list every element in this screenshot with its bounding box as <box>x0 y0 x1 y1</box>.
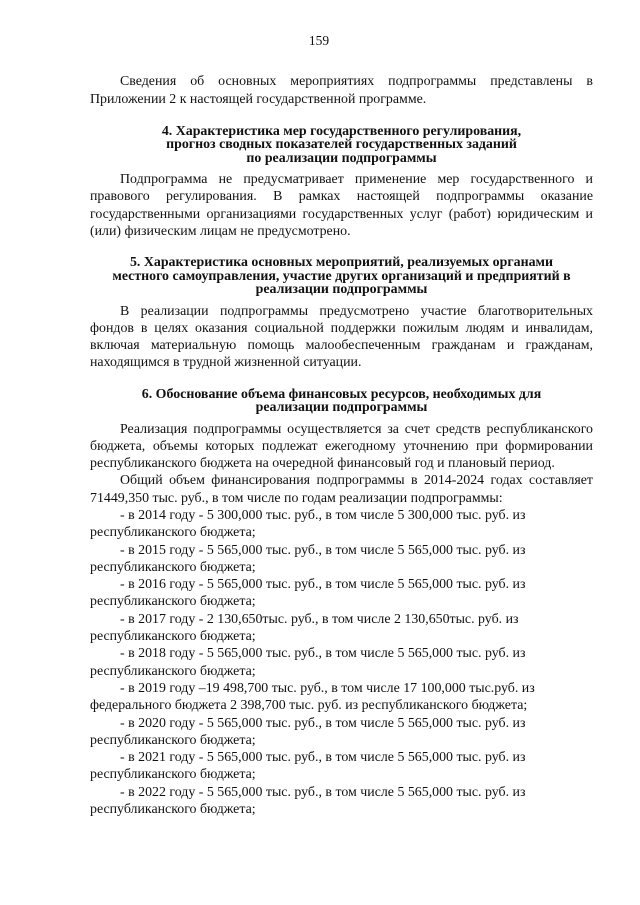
funding-item-2019 <box>90 680 593 715</box>
funding-item-lead: - в 2020 году - 5 565,000 тыс. руб., в том числе 5 565,000 тыс. руб. из <box>120 715 526 731</box>
section-5-heading-line-3: реализации подпрограммы <box>255 282 428 298</box>
funding-item-cont: республиканского бюджета; <box>90 767 256 783</box>
funding-list <box>90 507 593 818</box>
section-6-paragraph-2: Общий объем финансирования подпрограммы в 2014-2024 годах составляет 71449,350 тыс. руб., в том числе по годам реализации подпрограммы: <box>90 473 593 506</box>
section-6-paragraph-1: Реализация подпрограммы осуществляется за счет средств республиканского бюджета, объемы которых подлежат ежегодному уточнению при формировании республиканского бюджета на очередной финансовый год и плановый период. <box>90 421 593 472</box>
intro-paragraph: Сведения об основных мероприятиях подпрограммы представлены в Приложении 2 к настоящей государственной программе. <box>90 74 593 107</box>
funding-item-lead: - в 2021 году - 5 565,000 тыс. руб., в том числе 5 565,000 тыс. руб. из <box>120 750 526 766</box>
funding-item-cont: федерального бюджета 2 398,700 тыс. руб. из республиканского бюджета; <box>90 698 528 714</box>
funding-item-lead: - в 2017 году - 2 130,650тыс. руб., в том числе 2 130,650тыс. руб. из <box>120 611 519 627</box>
section-4-heading-line-2: прогноз сводных показателей государственных заданий <box>166 137 517 153</box>
funding-item-2018 <box>90 645 593 680</box>
section-6-heading <box>90 388 593 415</box>
section-5 <box>90 256 593 371</box>
section-4 <box>90 125 593 240</box>
funding-item-cont: республиканского бюджета; <box>90 663 256 679</box>
section-6-heading-line-1: 6. Обоснование объема финансовых ресурсов, необходимых для <box>141 386 542 402</box>
funding-item-cont: республиканского бюджета; <box>90 559 256 575</box>
section-4-heading <box>90 125 593 165</box>
page-number: 159 <box>308 33 330 48</box>
funding-item-lead: - в 2015 году - 5 565,000 тыс. руб., в том числе 5 565,000 тыс. руб. из <box>120 542 526 558</box>
funding-item-2022 <box>90 784 593 819</box>
funding-item-cont: республиканского бюджета; <box>90 732 256 748</box>
funding-item-2020 <box>90 715 593 750</box>
section-6-heading-line-2: реализации подпрограммы <box>255 400 428 416</box>
section-5-heading <box>90 256 593 296</box>
section-5-text: В реализации подпрограммы предусмотрено участие благотворительных фондов в целях оказания социальной поддержки пожилым людям и инвалидам, включая материальную помощь малообеспеченным гражданам и гражданам, находящимся в трудной жизненной ситуации. <box>90 303 593 371</box>
funding-item-cont: республиканского бюджета; <box>90 594 256 610</box>
funding-item-lead: - в 2016 году - 5 565,000 тыс. руб., в том числе 5 565,000 тыс. руб. из <box>120 577 526 593</box>
funding-item-2016 <box>90 576 593 611</box>
section-4-heading-line-3: по реализации подпрограммы <box>246 150 437 166</box>
funding-item-cont: республиканского бюджета; <box>90 629 256 645</box>
section-6 <box>90 388 593 819</box>
section-4-heading-line-1: 4. Характеристика мер государственного регулирования, <box>161 123 522 139</box>
funding-item-cont: республиканского бюджета; <box>90 525 256 541</box>
funding-item-2015 <box>90 542 593 577</box>
funding-item-2017 <box>90 611 593 646</box>
funding-item-lead: - в 2022 году - 5 565,000 тыс. руб., в том числе 5 565,000 тыс. руб. из <box>120 784 526 800</box>
funding-item-lead: - в 2014 году - 5 300,000 тыс. руб., в том числе 5 300,000 тыс. руб. из <box>120 508 526 523</box>
funding-item-lead: - в 2018 году - 5 565,000 тыс. руб., в том числе 5 565,000 тыс. руб. из <box>120 646 526 662</box>
section-5-heading-line-2: местного самоуправления, участие других организаций и предприятий в <box>112 268 571 284</box>
funding-item-2021 <box>90 749 593 784</box>
funding-item-cont: республиканского бюджета; <box>90 802 256 818</box>
funding-item-2014 <box>90 507 593 542</box>
section-5-heading-line-1: 5. Характеристика основных мероприятий, реализуемых органами <box>129 255 554 271</box>
section-4-text: Подпрограмма не предусматривает применение мер государственного и правового регулирования. В рамках настоящей подпрограммы оказание государственными организациями государственных услуг (работ) юридическим и (или) физическим лицам не предусмотрено. <box>90 172 593 239</box>
funding-item-lead: - в 2019 году –19 498,700 тыс. руб., в том числе 17 100,000 тыс.руб. из <box>120 680 535 696</box>
